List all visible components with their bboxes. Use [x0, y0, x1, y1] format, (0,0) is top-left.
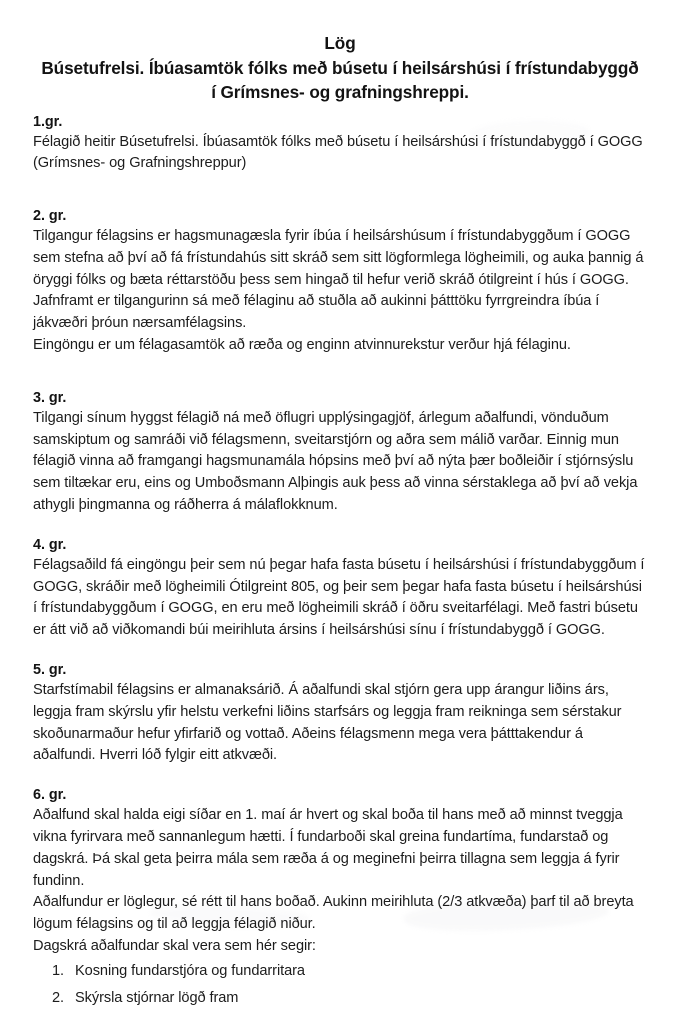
agenda-item-label: Skýrsla stjórnar lögð fram	[75, 989, 239, 1006]
article-3	[33, 388, 647, 517]
article-2-heading: 2. gr.	[33, 208, 67, 225]
article-1-body: Félagið heitir Búsetufrelsi. Íbúasamtök fólks með búsetu í heilsárshúsi í frístundabyggð í GOGG (Grímsnes- og Grafningshreppur)	[33, 133, 643, 172]
agenda-item-number: 2.	[52, 989, 65, 1006]
article-4-heading: 4. gr.	[33, 536, 67, 553]
spacer	[33, 767, 647, 785]
list-item	[33, 961, 647, 983]
spacer	[33, 642, 647, 660]
document-title-block	[33, 31, 647, 105]
article-6-body-2: Aðalfundur er löglegur, sé rétt til hans boðað. Aukinn meirihluta (2/3 atkvæða) þarf til að breyta lögum félagsins og til að leggja félagið niður.	[33, 894, 634, 933]
agenda-item-label: Kosning fundarstjóra og fundarritara	[75, 962, 305, 979]
article-2-body-2: Eingöngu er um félagasamtök að ræða og enginn atvinnurekstur verður hjá félaginu.	[33, 337, 571, 354]
document-title: Lög	[324, 33, 356, 53]
spacer	[33, 517, 647, 535]
article-1	[33, 112, 647, 176]
article-5	[33, 660, 647, 767]
article-3-heading: 3. gr.	[33, 389, 67, 406]
article-6-heading: 6. gr.	[33, 787, 67, 804]
article-5-body: Starfstímabil félagsins er almanaksárið. Á aðalfundi skal stjórn gera upp árangur liðins árs, leggja fram skýrslu yfir helstu verkefni liðins starfsárs og leggja fram reikninga sem sérstakur skoðunarmaður hefur yfirfarið og vottað. Aðeins félagsmenn mega vera þátttakendur á aðalfundi. Hverri lóð fylgir eitt atkvæði.	[33, 682, 622, 764]
article-6-body-3: Dagskrá aðalfundar skal vera sem hér segir:	[33, 938, 316, 955]
document-body	[33, 31, 647, 1014]
list-item	[33, 988, 647, 1010]
article-3-body: Tilgangi sínum hyggst félagið ná með öflugri upplýsingagjöf, árlegum aðalfundi, vönduðum samskiptum og samráði við félagsmenn, sveitarstjórn og aðra sem málið varðar. Einnig mun félagið vinna að framgangi hagsmunamála hópsins með því að nýta þær boðleiðir í stjórnsýslu sem tiltækar eru, eins og Umboðsmann Alþingis auk þess að vinna sérstaklega að því að vekja athygli þingmanna og ráðherra á málaflokknum.	[33, 409, 638, 514]
article-6	[33, 785, 647, 1009]
article-2-body: Tilgangur félagsins er hagsmunagæsla fyrir íbúa í heilsárshúsum í frístundabyggðum í GOGG sem stefna að því að fá frístundahús sitt skráð sem sitt lögformlega lögheimili, og auka þannig á öryggi fólks og bæta réttarstöðu þess sem hingað til hefur verið skráð ótilgreint í hús í GOGG. Jafnframt er tilgangurinn sá með félaginu að stuðla að aukinni þátttöku fyrrgreindra íbúa í jákvæðri þróun nærsamfélagsins.	[33, 228, 644, 332]
article-2	[33, 206, 647, 357]
article-4-body: Félagsaðild fá eingöngu þeir sem nú þegar hafa fasta búsetu í heilsárshúsi í frístundabyggðum í GOGG, skráðir með lögheimili Ótilgreint 805, og þeir sem þegar hafa fasta búsetu í heilsárshúsi í frístundabyggðum í GOGG, en eru með lögheimili skráð í öðru sveitarfélagi. Með fastri búsetu er átt við að viðkomandi búi meirihluta ársins í heilsárshúsi sínu í frístundabyggð í GOGG.	[33, 556, 645, 639]
article-1-heading: 1.gr.	[33, 113, 63, 130]
agenda-item-number: 1.	[52, 962, 65, 979]
agenda-list	[33, 961, 647, 1010]
article-6-body: Aðalfund skal halda eigi síðar en 1. maí ár hvert og skal boða til hans með að minnst tveggja vikna fyrirvara með sannanlegum hætti. Í fundarboði skal greina fundartíma, fundarstað og dagskrá. Þá skal geta þeirra mála sem ræða á og meginefni þeirra tillagna sem leggja á fyrir fundinn.	[33, 807, 623, 889]
spacer	[33, 175, 647, 206]
spacer	[33, 357, 647, 388]
document-subtitle: Búsetufrelsi. Íbúasamtök fólks með búsetu í heilsárshúsi í frístundabyggð í Grímsnes- og grafningshreppi.	[41, 57, 639, 102]
article-5-heading: 5. gr.	[33, 662, 67, 679]
article-4	[33, 535, 647, 642]
spacer	[33, 105, 647, 112]
